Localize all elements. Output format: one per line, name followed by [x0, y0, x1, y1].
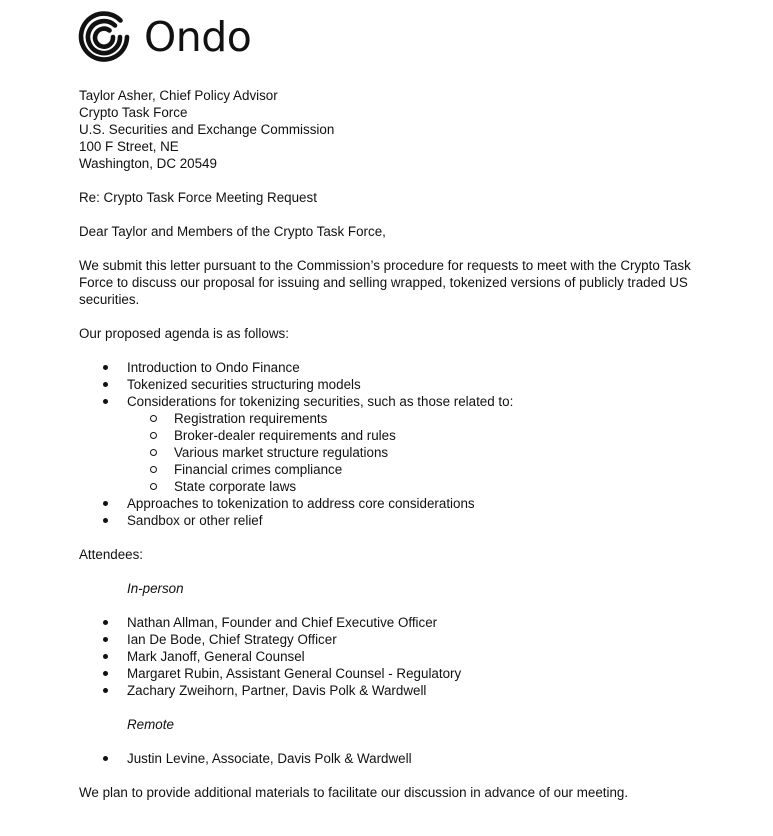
- attendee-item: Ian De Bode, Chief Strategy Officer: [79, 631, 709, 648]
- brand-name: Ondo: [144, 12, 252, 61]
- attendees-label: Attendees:: [79, 547, 144, 562]
- agenda-subitem: State corporate laws: [79, 478, 709, 495]
- intro-paragraph: [79, 257, 709, 308]
- closing-paragraph: We plan to provide additional materials to facilitate our discussion in advance of our meeting.: [79, 785, 629, 800]
- agenda-item: Approaches to tokenization to address core considerations: [79, 495, 709, 512]
- agenda-subitem: Financial crimes compliance: [79, 461, 709, 478]
- address-line: 100 F Street, NE: [79, 139, 179, 154]
- attendee-item: Nathan Allman, Founder and Chief Executive Officer: [79, 614, 709, 631]
- intro-line: securities.: [79, 292, 140, 307]
- attendee-item: Margaret Rubin, Assistant General Counsel - Regulatory: [79, 665, 709, 682]
- address-line: U.S. Securities and Exchange Commission: [79, 122, 335, 137]
- address-line: Crypto Task Force: [79, 105, 188, 120]
- remote-heading: Remote: [127, 717, 174, 732]
- agenda-item: Considerations for tokenizing securities, such as those related to:: [79, 393, 709, 410]
- remote-list: [79, 750, 709, 767]
- agenda-subitem: Various market structure regulations: [79, 444, 709, 461]
- agenda-item: Sandbox or other relief: [79, 512, 709, 529]
- intro-line: We submit this letter pursuant to the Commission’s procedure for requests to meet with the Crypto Task: [79, 258, 691, 273]
- agenda-item: Introduction to Ondo Finance: [79, 359, 709, 376]
- letter-body: [79, 87, 709, 801]
- agenda-item: Tokenized securities structuring models: [79, 376, 709, 393]
- agenda-subitem: Broker-dealer requirements and rules: [79, 427, 709, 444]
- recipient-address: [79, 87, 709, 172]
- address-line: Washington, DC 20549: [79, 156, 217, 171]
- ondo-logo-icon: [78, 11, 130, 63]
- agenda-list: [79, 359, 709, 529]
- attendee-item: Mark Janoff, General Counsel: [79, 648, 709, 665]
- in-person-heading: In-person: [127, 581, 184, 596]
- attendee-item: Justin Levine, Associate, Davis Polk & Wardwell: [79, 750, 709, 767]
- ondo-logo: [78, 11, 251, 63]
- agenda-intro: Our proposed agenda is as follows:: [79, 326, 289, 341]
- subject-line: Re: Crypto Task Force Meeting Request: [79, 190, 317, 205]
- in-person-list: [79, 614, 709, 699]
- agenda-subitem: Registration requirements: [79, 410, 709, 427]
- salutation: Dear Taylor and Members of the Crypto Task Force,: [79, 224, 386, 239]
- address-line: Taylor Asher, Chief Policy Advisor: [79, 88, 278, 103]
- attendee-item: Zachary Zweihorn, Partner, Davis Polk & Wardwell: [79, 682, 709, 699]
- intro-line: Force to discuss our proposal for issuing and selling wrapped, tokenized versions of publicly traded US: [79, 275, 688, 290]
